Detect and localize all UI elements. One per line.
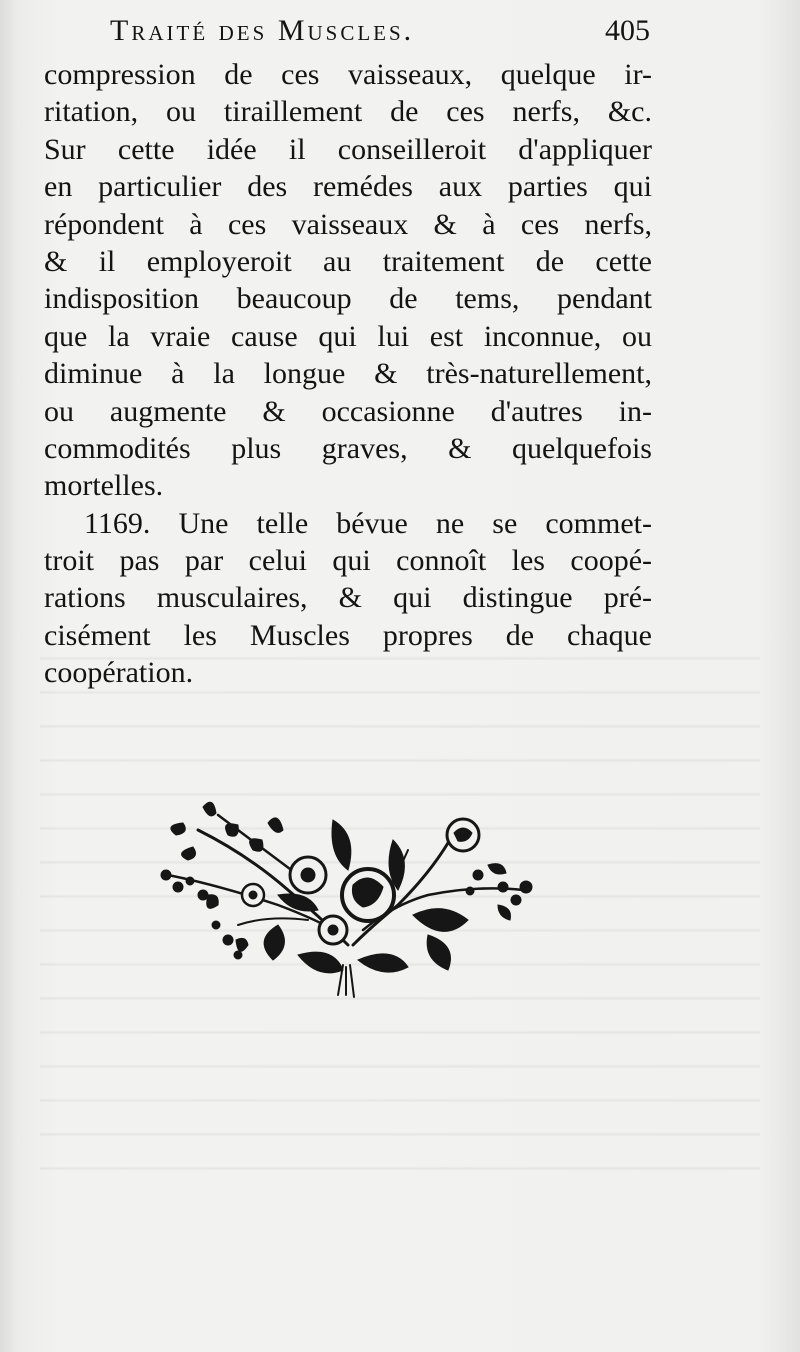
text-line: & il employeroit au traitement de cette <box>44 244 652 278</box>
running-title: Traité des Muscles. <box>110 14 415 47</box>
text-line: en particulier des remédes aux parties qui <box>44 170 652 204</box>
text-line: diminue à la longue & très-naturellement, <box>44 357 652 391</box>
text-line: que la vraie cause qui lui est inconnue, ou <box>44 319 652 353</box>
text-line: Sur cette idée il conseilleroit d'appliquer <box>44 132 652 166</box>
body-text <box>44 56 652 692</box>
text-line: compression de ces vaisseaux, quelque ir- <box>44 58 652 91</box>
text-line: ritation, ou tiraillement de ces nerfs, &c. <box>44 95 652 129</box>
paragraph-1169-first-line: 1169. Une telle bévue ne se commet- <box>84 506 652 540</box>
page-number: 405 <box>605 14 650 47</box>
text-line: répondent à ces vaisseaux & à ces nerfs, <box>44 207 652 241</box>
text-line: troit pas par celui qui connoît les coopé- <box>44 544 652 578</box>
text-line: commodités plus graves, & quelquefois <box>44 431 652 465</box>
text-line: ou augmente & occasionne d'autres in- <box>44 394 652 428</box>
text-line: mortelles. <box>44 469 164 503</box>
floral-tailpiece-icon <box>158 795 538 1000</box>
page-header <box>110 14 650 54</box>
text-line: coopération. <box>44 656 194 690</box>
text-line: rations musculaires, & qui distingue pré- <box>44 581 652 615</box>
text-line: cisément les Muscles propres de chaque <box>44 618 652 652</box>
text-line: indisposition beaucoup de tems, pendant <box>44 282 652 316</box>
